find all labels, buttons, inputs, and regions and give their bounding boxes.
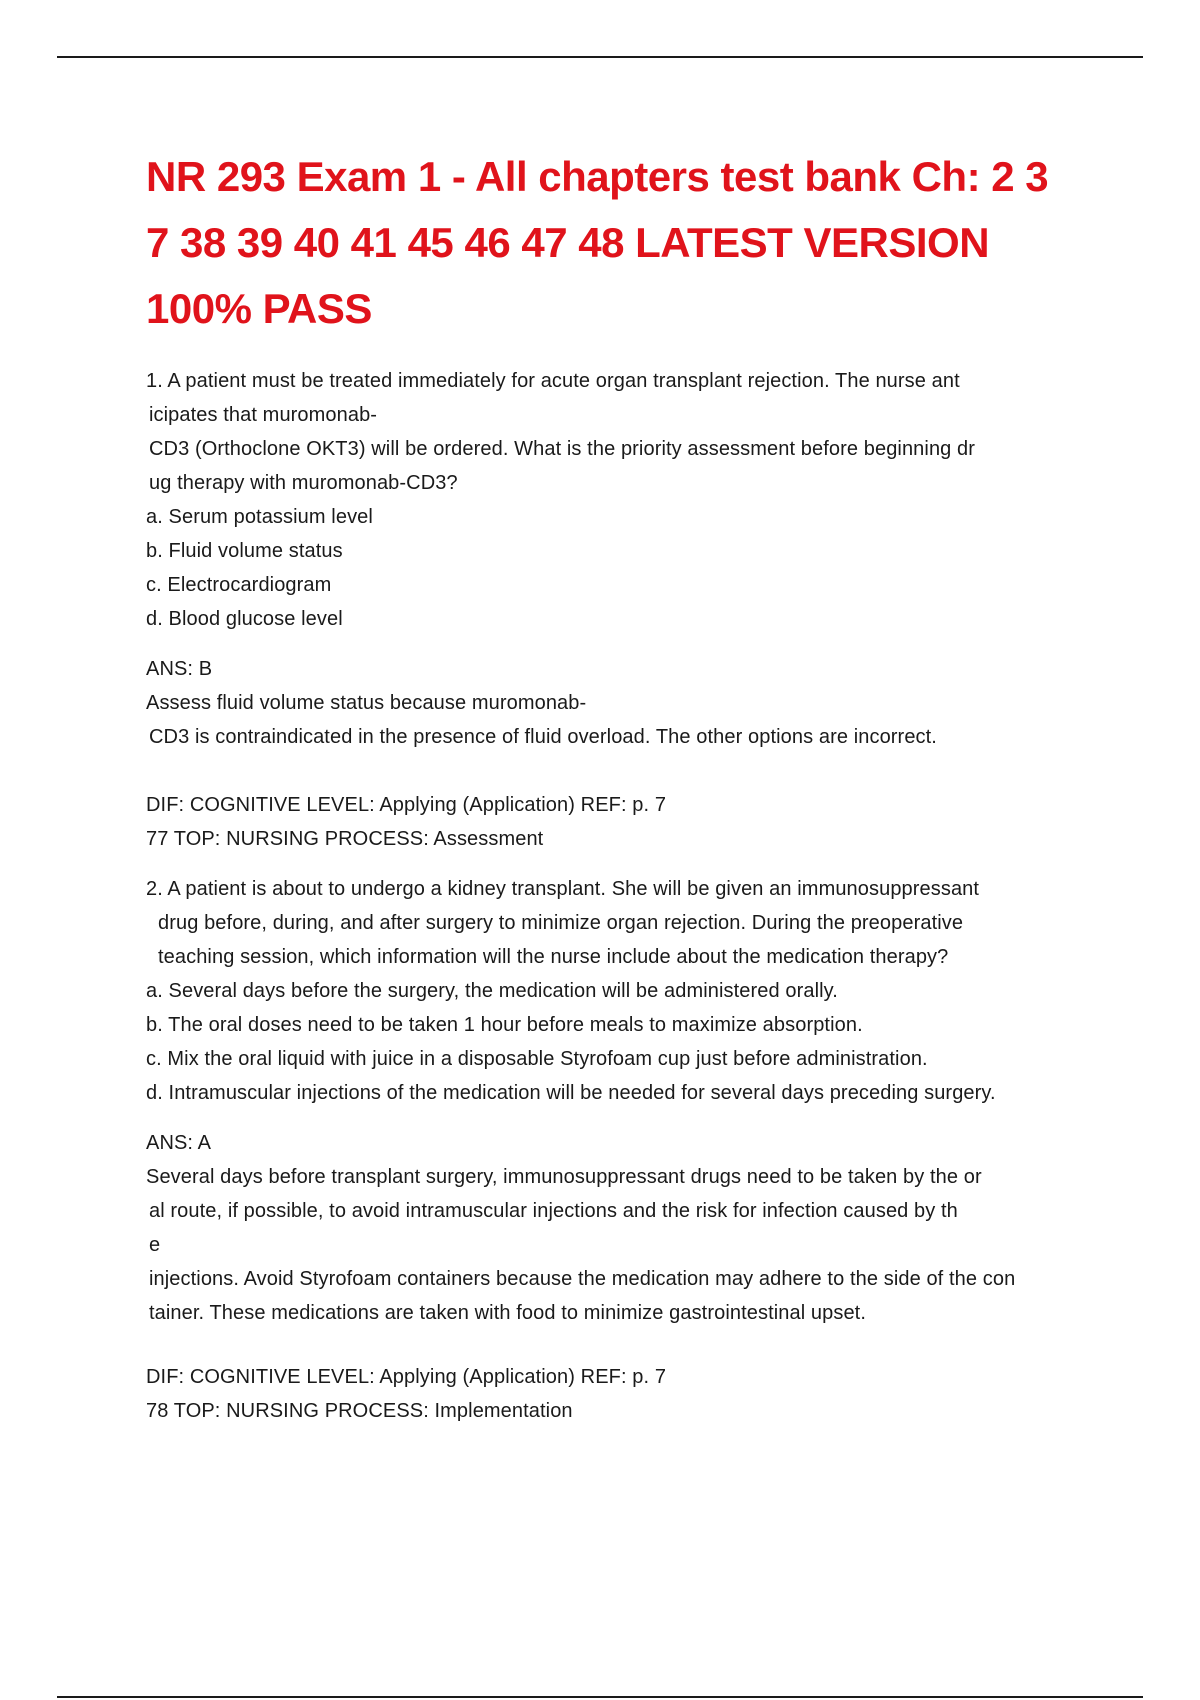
answer-key: ANS: B — [146, 658, 213, 680]
question-stem-line: CD3 (Orthoclone OKT3) will be ordered. What is the priority assessment before beginning dr — [149, 438, 976, 460]
answer-option: b. Fluid volume status — [146, 540, 343, 562]
title-line: 7 38 39 40 41 45 46 47 48 LATEST VERSION — [146, 219, 990, 266]
question-stem-line: teaching session, which information will the nurse include about the medication therapy? — [158, 946, 949, 968]
question-2 — [146, 872, 1146, 1428]
rationale-line: injections. Avoid Styrofoam containers because the medication may adhere to the side of the con — [149, 1268, 1016, 1290]
rationale-line: e — [149, 1234, 161, 1256]
answer-option: b. The oral doses need to be taken 1 hour before meals to maximize absorption. — [146, 1014, 863, 1036]
rationale-line: Assess fluid volume status because muromonab- — [146, 692, 587, 714]
document-title — [146, 144, 1146, 342]
answer-option: c. Electrocardiogram — [146, 574, 332, 596]
question-1 — [146, 364, 1146, 856]
answer-option: a. Several days before the surgery, the medication will be administered orally. — [146, 980, 838, 1002]
rationale-line: CD3 is contraindicated in the presence of fluid overload. The other options are incorrect. — [149, 726, 937, 748]
answer-option: d. Intramuscular injections of the medication will be needed for several days preceding surgery. — [146, 1082, 996, 1104]
question-stem-line: ug therapy with muromonab-CD3? — [149, 472, 458, 494]
answer-key: ANS: A — [146, 1132, 212, 1154]
question-stem-line: icipates that muromonab- — [149, 404, 378, 426]
top-rule — [57, 56, 1143, 58]
question-meta-line: 77 TOP: NURSING PROCESS: Assessment — [146, 828, 544, 850]
answer-option: a. Serum potassium level — [146, 506, 373, 528]
document-body — [146, 144, 1146, 1428]
question-meta-line: 78 TOP: NURSING PROCESS: Implementation — [146, 1400, 573, 1422]
question-meta-line: DIF: COGNITIVE LEVEL: Applying (Application) REF: p. 7 — [146, 1366, 667, 1388]
answer-option: c. Mix the oral liquid with juice in a disposable Styrofoam cup just before administration. — [146, 1048, 928, 1070]
question-stem-line: drug before, during, and after surgery to minimize organ rejection. During the preoperative — [158, 912, 964, 934]
title-line: NR 293 Exam 1 - All chapters test bank Ch: 2 3 — [146, 153, 1049, 200]
question-stem-line: 2. A patient is about to undergo a kidney transplant. She will be given an immunosuppressant — [146, 878, 980, 900]
answer-option: d. Blood glucose level — [146, 608, 343, 630]
question-meta-line: DIF: COGNITIVE LEVEL: Applying (Application) REF: p. 7 — [146, 794, 667, 816]
rationale-line: tainer. These medications are taken with food to minimize gastrointestinal upset. — [149, 1302, 866, 1324]
rationale-line: al route, if possible, to avoid intramuscular injections and the risk for infection caused by th — [149, 1200, 958, 1222]
rationale-line: Several days before transplant surgery, immunosuppressant drugs need to be taken by the or — [146, 1166, 982, 1188]
bottom-rule — [57, 1696, 1143, 1698]
title-line: 100% PASS — [146, 285, 372, 332]
question-stem-line: 1. A patient must be treated immediately for acute organ transplant rejection. The nurse ant — [146, 370, 960, 392]
